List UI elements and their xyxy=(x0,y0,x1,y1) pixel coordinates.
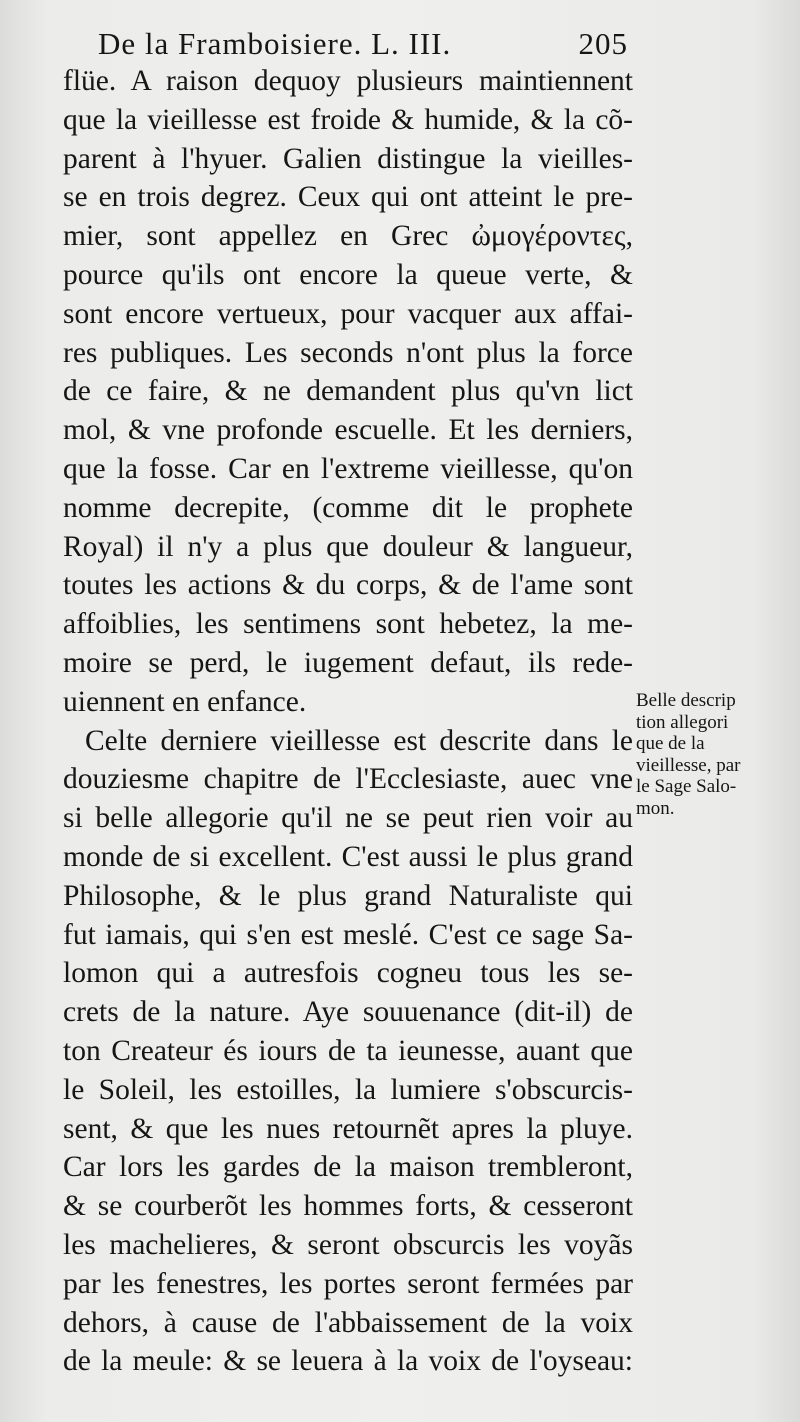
text-line: Royal) il n'y a plus que douleur & langueur, xyxy=(63,530,633,563)
text-line: si belle allegorie qu'il ne se peut rien voir au xyxy=(63,802,633,835)
paragraph-end-line: uiennent en enfance. xyxy=(63,685,307,718)
running-head xyxy=(98,26,628,62)
margin-note-line: tion allegori xyxy=(636,711,729,733)
text-line: nomme decrepite, (comme dit le prophete xyxy=(63,491,633,524)
text-line: sent, & que les nues retournẽt apres la pluye. xyxy=(63,1112,633,1145)
text-line: moire se perd, le iugement defaut, ils rede- xyxy=(63,646,633,679)
text-line: mier, sont appellez en Grec ὠμογέροντες, xyxy=(63,220,633,253)
text-line: sont encore vertueux, pour vacquer aux affai- xyxy=(63,297,633,330)
text-line: ton Createur és iours de ta ieunesse, auant que xyxy=(63,1034,633,1067)
text-line: mol, & vne profonde escuelle. Et les derniers, xyxy=(63,414,633,447)
paragraph-start-line: Celte derniere vieillesse est descrite dans le xyxy=(85,724,633,757)
text-line: fut iamais, qui s'en est meslé. C'est ce sage Sa- xyxy=(63,918,633,951)
text-line: monde de si excellent. C'est aussi le plus grand xyxy=(63,840,633,873)
text-line: toutes les actions & du corps, & de l'ame sont xyxy=(63,569,633,602)
page-number: 205 xyxy=(578,26,628,61)
body-text xyxy=(63,62,633,1381)
text-line: & se courberõt les hommes forts, & cesseront xyxy=(63,1190,633,1223)
text-line: affoiblies, les sentimens sont hebetez, la me- xyxy=(63,608,633,641)
text-line: que la fosse. Car en l'extreme vieillesse, qu'on xyxy=(63,452,633,485)
margin-note-line: que de la xyxy=(636,733,705,754)
running-head-title: De la Framboisiere. L. III. xyxy=(98,26,452,61)
margin-note xyxy=(636,690,786,819)
text-line: par les fenestres, les portes seront fermées par xyxy=(63,1267,633,1300)
text-line: dehors, à cause de l'abbaissement de la voix xyxy=(63,1306,633,1339)
text-line: le Soleil, les estoilles, la lumiere s'obscurcis- xyxy=(63,1073,633,1106)
text-line: que la vieillesse est froide & humide, & la cõ- xyxy=(63,103,633,136)
text-line: lomon qui a autresfois cogneu tous les se- xyxy=(63,957,633,990)
text-line: de la meule: & se leuera à la voix de l'oyseau: xyxy=(63,1345,633,1378)
text-line: se en trois degrez. Ceux qui ont atteint le pre- xyxy=(63,181,633,214)
margin-note-line: mon. xyxy=(636,797,675,819)
text-line: les machelieres, & seront obscurcis les voyãs xyxy=(63,1228,633,1261)
text-line: de ce faire, & ne demandent plus qu'vn lict xyxy=(63,375,633,408)
margin-note-line: vieillesse, par xyxy=(636,754,741,776)
text-line: crets de la nature. Aye souuenance (dit-il) de xyxy=(63,996,633,1029)
text-line: douziesme chapitre de l'Ecclesiaste, auec vne xyxy=(63,763,633,796)
margin-note-line: le Sage Salo- xyxy=(636,776,737,797)
text-line: flüe. A raison dequoy plusieurs maintiennent xyxy=(63,65,633,97)
text-line: pource qu'ils ont encore la queue verte, & xyxy=(63,258,633,291)
margin-note-line: Belle descrip xyxy=(636,690,736,711)
text-line: parent à l'hyuer. Galien distingue la vieilles- xyxy=(63,142,633,175)
text-line: res publiques. Les seconds n'ont plus la force xyxy=(63,336,633,369)
text-line: Philosophe, & le plus grand Naturaliste qui xyxy=(63,879,633,912)
text-line: Car lors les gardes de la maison trembleront, xyxy=(63,1151,633,1184)
